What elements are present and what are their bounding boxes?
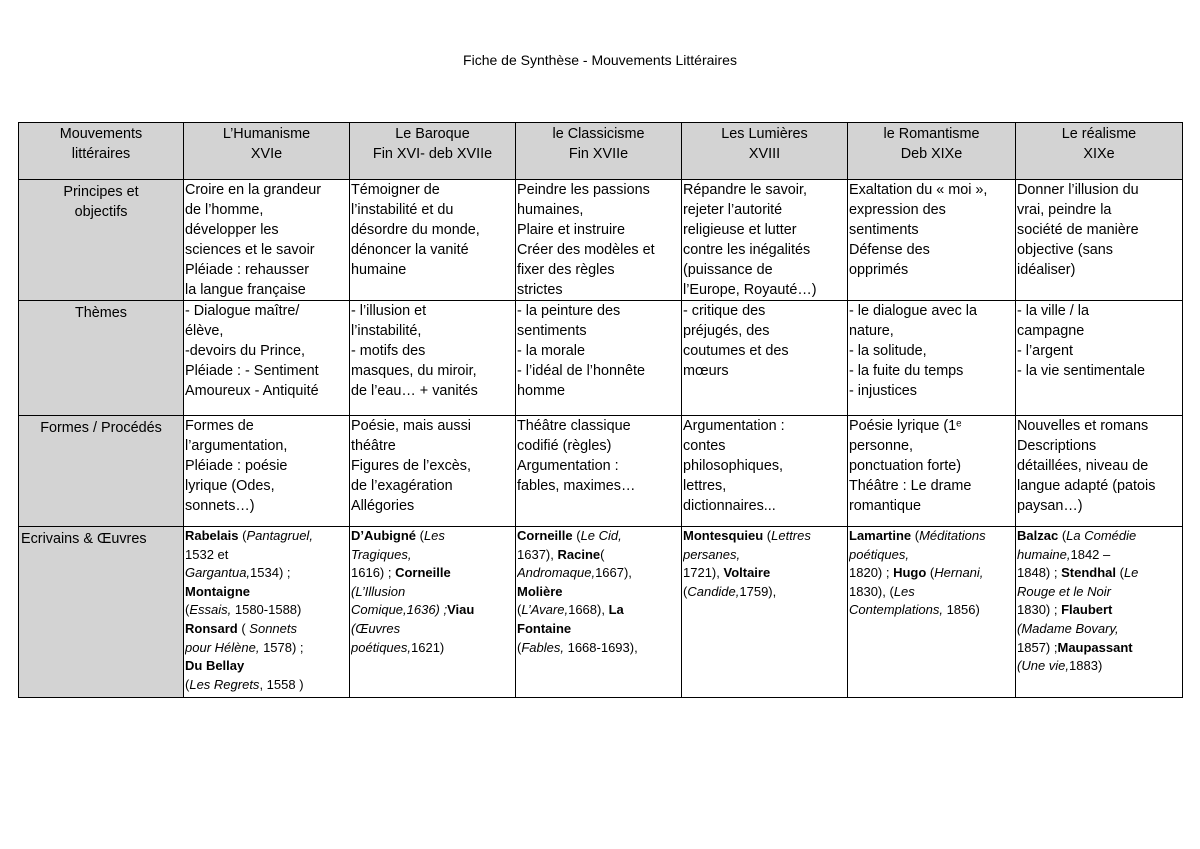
work-detail: ( [763, 528, 772, 543]
cell-line: romantique [849, 498, 921, 514]
work-detail: ( [517, 602, 522, 618]
cell-principes-realisme [1016, 180, 1183, 301]
cell-line: Plaire et instruire [517, 222, 625, 238]
cell-themes-baroque [350, 301, 516, 416]
cell-line: - le dialogue avec la [849, 303, 977, 319]
cell-line: masques, du miroir, [351, 363, 477, 379]
header-baroque [350, 123, 516, 180]
work-detail: 1759), [739, 583, 777, 599]
work-detail: 1848) ; [1017, 565, 1062, 581]
cell-line: rejeter l’autorité [683, 202, 783, 218]
cell-line: Théâtre : Le drame [849, 478, 972, 494]
column-title: Les Lumières [721, 126, 808, 142]
cell-line: - Dialogue maître/ [185, 303, 300, 319]
column-title: le Romantisme [883, 126, 980, 142]
cell-line [517, 620, 680, 639]
work-title: Le [1123, 565, 1139, 581]
header-realisme [1016, 123, 1183, 180]
cell-line: sciences et le savoir [185, 242, 315, 258]
cell-line: lettres, [683, 478, 727, 494]
cell-ecrivains-lumieres [682, 527, 848, 698]
cell-line: philosophiques, [683, 458, 784, 474]
work-title: La Comédie [1066, 528, 1137, 543]
cell-line [185, 676, 348, 695]
cell-ecrivains-baroque [350, 527, 516, 698]
work-detail: 1883) [1069, 658, 1103, 674]
work-detail: 1820) ; [849, 565, 894, 581]
cell-line [849, 527, 1014, 546]
cell-line: préjugés, des [683, 323, 770, 339]
cell-line: Défense des [849, 242, 930, 258]
cell-line [185, 639, 348, 658]
cell-line: religieuse et lutter [683, 222, 797, 238]
cell-themes-classicisme [516, 301, 682, 416]
cell-line: - la fuite du temps [849, 363, 964, 379]
work-detail: 1830) ; [1017, 602, 1062, 618]
cell-line [1017, 564, 1181, 583]
work-title: L’Avare, [521, 602, 569, 618]
work-detail: 1830), ( [849, 583, 894, 599]
cell-line: de l’eau… + vanités [351, 383, 478, 399]
cell-formes-romantisme [848, 416, 1016, 527]
work-detail: 1637), [517, 546, 558, 562]
column-period: XVIII [748, 146, 781, 162]
row-themes [19, 301, 1183, 416]
cell-line: - motifs des [351, 343, 426, 359]
author-name: Corneille [517, 528, 573, 543]
cell-line [517, 546, 680, 565]
cell-line: Poésie lyrique (1ᵉ [849, 418, 962, 434]
cell-line: détaillées, niveau de [1017, 458, 1149, 474]
work-detail: 1534) ; [250, 565, 291, 581]
author-name: Rabelais [185, 528, 239, 543]
cell-line: - injustices [849, 383, 917, 399]
work-title: (Œuvres [351, 620, 401, 636]
cell-line [683, 564, 846, 583]
cell-themes-romantisme [848, 301, 1016, 416]
cell-line: - la vie sentimentale [1017, 363, 1145, 379]
work-title: poétiques, [849, 546, 909, 562]
work-detail: 1621) [411, 639, 445, 655]
cell-formes-classicisme [516, 416, 682, 527]
author-name: Fontaine [517, 620, 572, 636]
work-title: Andromaque, [517, 565, 596, 581]
work-detail: 1667), [595, 565, 632, 581]
cell-line: Croire en la grandeur [185, 182, 321, 198]
cell-line [517, 564, 680, 583]
cell-line [351, 620, 514, 639]
row-label-line: Ecrivains & Œuvres [21, 531, 147, 547]
work-title: Méditations [919, 528, 986, 543]
work-detail: ( [600, 546, 605, 562]
cell-line: Peindre les passions [517, 182, 650, 198]
column-period: XVIe [250, 146, 283, 162]
cell-line [517, 601, 680, 620]
cell-line: nature, [849, 323, 894, 339]
synthesis-table [18, 122, 1183, 698]
work-detail: ( [517, 639, 522, 655]
cell-line: ponctuation forte) [849, 458, 961, 474]
work-title: Rouge et le Noir [1017, 583, 1111, 599]
cell-line [683, 546, 846, 565]
cell-line [351, 527, 514, 546]
cell-line [185, 620, 348, 639]
work-title: poétiques, [351, 639, 411, 655]
cell-line: - la peinture des [517, 303, 621, 319]
column-title: L’Humanisme [222, 126, 311, 142]
cell-ecrivains-humanisme [184, 527, 350, 698]
row-label-line: Thèmes [75, 305, 127, 321]
work-detail: 1721), [683, 565, 724, 581]
cell-line: coutumes et des [683, 343, 789, 359]
work-detail: ( [185, 602, 190, 618]
work-title: Hernani, [934, 565, 984, 581]
cell-line: Amoureux - Antiquité [185, 383, 319, 399]
cell-line [1017, 639, 1181, 658]
cell-line: - critique des [683, 303, 766, 319]
work-title: Le Cid, [580, 528, 622, 543]
cell-principes-humanisme [184, 180, 350, 301]
cell-line [185, 657, 348, 676]
cell-line: l’instabilité, [351, 323, 422, 339]
work-detail: ( [416, 528, 424, 543]
cell-line: de l’homme, [185, 202, 264, 218]
cell-formes-realisme [1016, 416, 1183, 527]
work-title: humaine, [1017, 546, 1071, 562]
cell-line: Répandre le savoir, [683, 182, 807, 198]
work-detail: 1856) [942, 602, 980, 618]
work-detail: ( [237, 620, 250, 636]
cell-line [351, 564, 514, 583]
cell-line: -devoirs du Prince, [185, 343, 305, 359]
work-detail: ( [238, 528, 247, 543]
column-title: Le Baroque [395, 126, 470, 142]
row-label-principes [19, 180, 184, 301]
cell-line: fables, maximes… [517, 478, 636, 494]
cell-line: Pléiade : rehausser [185, 262, 309, 278]
work-detail: 1580-1588) [231, 602, 302, 618]
header-humanisme [184, 123, 350, 180]
cell-line: (puissance de [683, 262, 773, 278]
cell-line: de l’exagération [351, 478, 453, 494]
cell-principes-romantisme [848, 180, 1016, 301]
cell-line: la langue française [185, 282, 306, 298]
cell-line [351, 583, 514, 602]
cell-line [185, 564, 348, 583]
work-title: Les Regrets [189, 676, 260, 692]
cell-line: - l’idéal de l’honnête [517, 363, 646, 379]
cell-line: - la morale [517, 343, 585, 359]
cell-ecrivains-romantisme [848, 527, 1016, 698]
work-detail: 1857) ; [1017, 639, 1058, 655]
cell-line: homme [517, 383, 565, 399]
cell-line [1017, 546, 1181, 565]
work-detail: 1532 et [185, 546, 229, 562]
cell-line: développer les [185, 222, 279, 238]
header-corner [19, 123, 184, 180]
cell-line: Nouvelles et romans [1017, 418, 1149, 434]
work-detail: 1578) ; [259, 639, 304, 655]
cell-line: Pléiade : - Sentiment [185, 363, 319, 379]
cell-line: humaines, [517, 202, 584, 218]
row-label-line: Formes / Procédés [40, 420, 162, 436]
cell-line [351, 546, 514, 565]
cell-line: langue adapté (patois [1017, 478, 1156, 494]
author-name: Ronsard [185, 620, 238, 636]
cell-line: paysan…) [1017, 498, 1083, 514]
work-title: Comique,1636) ; [351, 602, 448, 618]
work-detail: 1616) ; [351, 565, 396, 581]
cell-line: dictionnaires... [683, 498, 776, 514]
author-name: Viau [447, 602, 475, 618]
cell-line [1017, 583, 1181, 602]
cell-line [517, 583, 680, 602]
cell-line: contre les inégalités [683, 242, 811, 258]
cell-line: sentiments [517, 323, 587, 339]
cell-line [849, 583, 1014, 602]
work-title: Gargantua, [185, 565, 251, 581]
cell-line [185, 601, 348, 620]
cell-line [1017, 620, 1181, 639]
row-label-formes [19, 416, 184, 527]
column-period: Fin XVIIe [568, 146, 629, 162]
work-title: Pantagruel, [246, 528, 313, 543]
work-detail: ( [926, 565, 935, 581]
cell-principes-baroque [350, 180, 516, 301]
work-title: Lettres [771, 528, 811, 543]
cell-line: codifié (règles) [517, 438, 612, 454]
cell-line [849, 546, 1014, 565]
row-label-line: Principes et [63, 184, 139, 200]
work-detail: ( [185, 676, 190, 692]
header-lumieres [682, 123, 848, 180]
work-title: Les [423, 528, 445, 543]
cell-line: élève, [185, 323, 224, 339]
cell-line: humaine [351, 262, 407, 278]
cell-line [185, 527, 348, 546]
author-name: Lamartine [849, 528, 912, 543]
cell-line: expression des [849, 202, 946, 218]
author-name: Voltaire [723, 565, 771, 581]
author-name: La [608, 602, 624, 618]
cell-line: dénoncer la vanité [351, 242, 469, 258]
work-title: Tragiques, [351, 546, 412, 562]
cell-line [1017, 657, 1181, 676]
cell-line [1017, 601, 1181, 620]
author-name: Montaigne [185, 583, 250, 599]
cell-line: l’argumentation, [185, 438, 288, 454]
cell-line: société de manière [1017, 222, 1139, 238]
work-title: (Madame Bovary, [1017, 620, 1119, 636]
column-period: Deb XIXe [900, 146, 963, 162]
cell-line [517, 639, 680, 658]
work-title: Contemplations, [849, 602, 943, 618]
cell-line [185, 583, 348, 602]
cell-line: objective (sans [1017, 242, 1113, 258]
cell-line: Argumentation : [517, 458, 619, 474]
author-name: Balzac [1017, 528, 1059, 543]
cell-line: sonnets…) [185, 498, 255, 514]
cell-line: idéaliser) [1017, 262, 1076, 278]
work-title: Fables, [521, 639, 564, 655]
cell-principes-lumieres [682, 180, 848, 301]
author-name: Du Bellay [185, 658, 245, 674]
cell-line: théâtre [351, 438, 396, 454]
cell-line: l’instabilité et du [351, 202, 454, 218]
cell-line: contes [683, 438, 726, 454]
work-detail: ( [683, 583, 688, 599]
cell-line [185, 546, 348, 565]
work-detail: , 1558 ) [259, 676, 304, 692]
cell-line: - la ville / la [1017, 303, 1089, 319]
cell-line: personne, [849, 438, 914, 454]
cell-line [849, 601, 1014, 620]
work-detail: ( [911, 528, 920, 543]
work-detail: ( [1116, 565, 1124, 581]
cell-line: vrai, peindre la [1017, 202, 1112, 218]
cell-line: Théâtre classique [517, 418, 631, 434]
cell-line: Témoigner de [351, 182, 440, 198]
work-detail: 1668-1693), [563, 639, 638, 655]
author-name: Stendhal [1061, 565, 1116, 581]
column-period: XIXe [1083, 146, 1115, 162]
author-name: Flaubert [1061, 602, 1113, 618]
cell-line: Descriptions [1017, 438, 1097, 454]
cell-line: Pléiade : poésie [185, 458, 288, 474]
cell-line: l’Europe, Royauté…) [683, 282, 817, 298]
cell-principes-classicisme [516, 180, 682, 301]
row-ecrivains [19, 527, 1183, 698]
cell-themes-lumieres [682, 301, 848, 416]
author-name: Corneille [395, 565, 451, 581]
work-detail: ( [572, 528, 581, 543]
work-title: pour Hélène, [185, 639, 260, 655]
work-detail: 1668), [568, 602, 609, 618]
cell-formes-lumieres [682, 416, 848, 527]
cell-line: lyrique (Odes, [185, 478, 275, 494]
cell-line: Allégories [351, 498, 415, 514]
author-name: Montesquieu [683, 528, 764, 543]
work-title: Les [893, 583, 915, 599]
cell-line: sentiments [849, 222, 919, 238]
column-period: Fin XVI- deb XVIIe [372, 146, 493, 162]
author-name: D’Aubigné [351, 528, 416, 543]
column-title: Le réalisme [1061, 126, 1137, 142]
header-corner-line: Mouvements [59, 126, 143, 142]
cell-themes-realisme [1016, 301, 1183, 416]
author-name: Racine [557, 546, 601, 562]
cell-formes-humanisme [184, 416, 350, 527]
work-title: Sonnets [249, 620, 297, 636]
cell-formes-baroque [350, 416, 516, 527]
cell-line [683, 527, 846, 546]
row-principes [19, 180, 1183, 301]
cell-line [849, 564, 1014, 583]
cell-line: opprimés [849, 262, 909, 278]
row-label-themes [19, 301, 184, 416]
header-corner-line: littéraires [71, 146, 131, 162]
cell-line: - la solitude, [849, 343, 927, 359]
column-title: le Classicisme [552, 126, 645, 142]
work-title: persanes, [683, 546, 741, 562]
cell-line [351, 639, 514, 658]
header-row [19, 123, 1183, 180]
cell-line: campagne [1017, 323, 1085, 339]
cell-line: Formes de [185, 418, 254, 434]
work-title: Essais, [189, 602, 232, 618]
author-name: Molière [517, 583, 563, 599]
cell-line: strictes [517, 282, 563, 298]
work-detail: ( [1058, 528, 1067, 543]
header-romantisme [848, 123, 1016, 180]
cell-line: - l’illusion et [351, 303, 427, 319]
cell-line: désordre du monde, [351, 222, 480, 238]
page-title: Fiche de Synthèse - Mouvements Littéraires [463, 52, 737, 68]
cell-line: Exaltation du « moi », [849, 182, 988, 198]
work-title: Candide, [687, 583, 740, 599]
cell-line: Figures de l’excès, [351, 458, 471, 474]
row-label-line: objectifs [74, 204, 128, 220]
work-detail: 1842 – [1070, 546, 1111, 562]
cell-themes-humanisme [184, 301, 350, 416]
cell-line: Donner l’illusion du [1017, 182, 1139, 198]
cell-line: Poésie, mais aussi [351, 418, 471, 434]
author-name: Maupassant [1057, 639, 1133, 655]
cell-ecrivains-classicisme [516, 527, 682, 698]
row-formes [19, 416, 1183, 527]
cell-line [683, 583, 846, 602]
row-label-ecrivains [19, 527, 184, 698]
cell-line [1017, 527, 1181, 546]
author-name: Hugo [893, 565, 927, 581]
cell-line: fixer des règles [517, 262, 615, 278]
cell-line: Créer des modèles et [517, 242, 655, 258]
cell-line: - l’argent [1017, 343, 1073, 359]
cell-line: Argumentation : [683, 418, 785, 434]
cell-line: mœurs [683, 363, 729, 379]
cell-line [351, 601, 514, 620]
cell-ecrivains-realisme [1016, 527, 1183, 698]
cell-line [517, 527, 680, 546]
work-title: (Une vie, [1017, 658, 1070, 674]
header-classicisme [516, 123, 682, 180]
work-title: (L’Illusion [351, 583, 406, 599]
